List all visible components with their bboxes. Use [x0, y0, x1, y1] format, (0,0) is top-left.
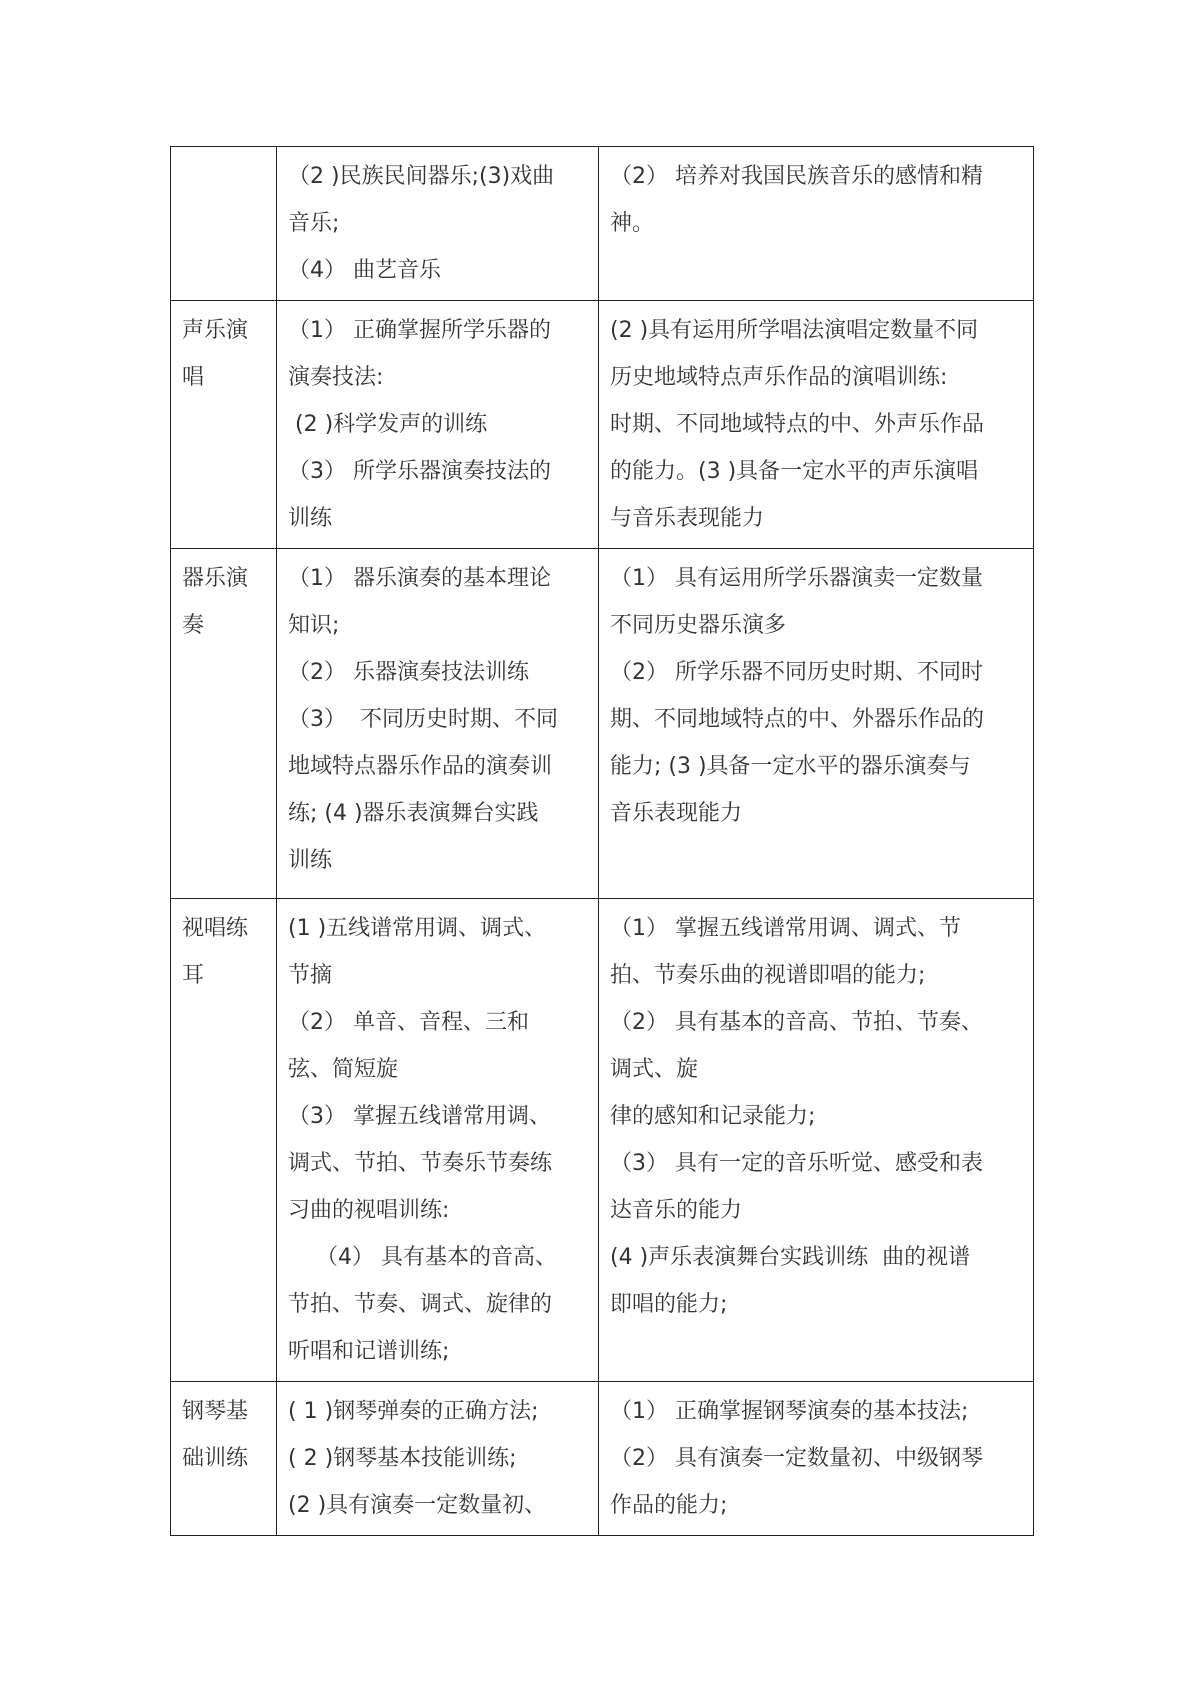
course-name-cell — [171, 1382, 277, 1536]
cell-text-line: 础训练 — [182, 1446, 249, 1471]
cell-text-line: （3） 所学乐器演奏技法的 — [288, 459, 551, 484]
cell-text-line: (2 )具有运用所学唱法演唱定数量不同 — [610, 318, 979, 343]
cell-text-line: 与音乐表现能力 — [610, 506, 765, 531]
cell-text-line: 音乐表现能力 — [610, 801, 743, 826]
cell-text-line: （2） 单音、音程、三和 — [288, 1010, 529, 1035]
cell-text-line: （1） 器乐演奏的基本理论 — [288, 566, 551, 591]
cell-text-line: 调式、旋 — [610, 1057, 699, 1082]
cell-text-line: 律的感知和记录能力; — [610, 1104, 816, 1129]
course-name-cell — [171, 549, 277, 899]
table-row — [171, 1382, 1034, 1536]
course-goal-cell — [599, 549, 1034, 899]
course-content-cell — [277, 899, 599, 1382]
cell-text-line: 节拍、节奏、调式、旋律的 — [288, 1292, 553, 1317]
course-table-body — [171, 147, 1034, 1536]
cell-text-line: (2 )具有演奏一定数量初、 — [288, 1493, 547, 1518]
course-content-cell — [277, 549, 599, 899]
cell-text-line: 练; (4 )器乐表演舞台实践 — [288, 801, 539, 826]
cell-text-line: 期、不同地域特点的中、外器乐作品的 — [610, 707, 985, 732]
cell-text-line: （2） 培养对我国民族音乐的感情和精 — [610, 164, 983, 189]
course-content-cell — [277, 301, 599, 549]
table-row — [171, 147, 1034, 301]
cell-text-line: （1） 具有运用所学乐器演卖一定数量 — [610, 566, 983, 591]
cell-text-line: 奏 — [182, 613, 205, 638]
cell-text-line: 训练 — [288, 506, 333, 531]
cell-text-line: 即唱的能力; — [610, 1292, 728, 1317]
cell-text-line: 弦、简短旋 — [288, 1057, 399, 1082]
cell-text-line: 视唱练 — [182, 916, 249, 941]
cell-text-line: （2） 具有演奏一定数量初、中级钢琴 — [610, 1446, 983, 1471]
course-content-cell — [277, 1382, 599, 1536]
course-table — [170, 146, 1034, 1536]
cell-text-line: 的能力。(3 )具备一定水平的声乐演唱 — [610, 459, 979, 484]
cell-text-line: (1 )五线谱常用调、调式、 — [288, 916, 547, 941]
course-goal-cell — [599, 147, 1034, 301]
cell-text-line: (4 )声乐表演舞台实践训练 曲的视谱 — [610, 1245, 971, 1270]
cell-text-line: 训练 — [288, 848, 333, 873]
course-goal-cell — [599, 1382, 1034, 1536]
cell-text-line: （4） 具有基本的音高、 — [288, 1245, 557, 1270]
cell-text-line: 拍、节奏乐曲的视谱即唱的能力; — [610, 963, 926, 988]
cell-text-line: 神。 — [610, 211, 655, 236]
cell-text-line: 不同历史器乐演多 — [610, 613, 787, 638]
cell-text-line: 唱 — [182, 365, 205, 390]
cell-text-line: (2 )科学发声的训练 — [288, 412, 488, 437]
cell-text-line: 时期、不同地域特点的中、外声乐作品 — [610, 412, 985, 437]
cell-text-line: 历史地域特点声乐作品的演唱训练: — [610, 365, 948, 390]
cell-text-line: 演奏技法: — [288, 365, 384, 390]
course-goal-cell — [599, 899, 1034, 1382]
cell-text-line: 达音乐的能力 — [610, 1198, 743, 1223]
cell-text-line: 声乐演 — [182, 318, 249, 343]
course-name-cell — [171, 301, 277, 549]
cell-text-line: 地域特点器乐作品的演奏训 — [288, 754, 553, 779]
cell-text-line: 作品的能力; — [610, 1493, 728, 1518]
cell-text-line: 耳 — [182, 963, 205, 988]
cell-text-line: （3） 掌握五线谱常用调、 — [288, 1104, 551, 1129]
table-row — [171, 899, 1034, 1382]
cell-text-line: 听唱和记谱训练; — [288, 1339, 450, 1364]
cell-text-line: 节摘 — [288, 963, 333, 988]
course-goal-cell — [599, 301, 1034, 549]
cell-text-line: 知识; — [288, 613, 340, 638]
cell-text-line: （3） 不同历史时期、不同 — [288, 707, 558, 732]
course-name-cell — [171, 899, 277, 1382]
cell-text-line: （4） 曲艺音乐 — [288, 258, 441, 283]
cell-text-line: 习曲的视唱训练: — [288, 1198, 450, 1223]
cell-text-line: （1） 正确掌握所学乐器的 — [288, 318, 551, 343]
cell-text-line: 器乐演 — [182, 566, 249, 591]
cell-text-line: 钢琴基 — [182, 1399, 249, 1424]
cell-text-line: （1） 掌握五线谱常用调、调式、节 — [610, 916, 961, 941]
cell-text-line: 能力; (3 )具备一定水平的器乐演奏与 — [610, 754, 971, 779]
course-content-cell — [277, 147, 599, 301]
course-name-cell — [171, 147, 277, 301]
table-row — [171, 301, 1034, 549]
cell-text-line: （2 )民族民间器乐;(3)戏曲 — [288, 164, 555, 189]
cell-text-line: 调式、节拍、节奏乐节奏练 — [288, 1151, 553, 1176]
table-row — [171, 549, 1034, 899]
cell-text-line: （2） 乐器演奏技法训练 — [288, 660, 529, 685]
cell-text-line: （3） 具有一定的音乐听觉、感受和表 — [610, 1151, 983, 1176]
cell-text-line: （2） 具有基本的音高、节拍、节奏、 — [610, 1010, 983, 1035]
cell-text-line: （1） 正确掌握钢琴演奏的基本技法; — [610, 1399, 969, 1424]
cell-text-line: ( 2 )钢琴基本技能训练; — [288, 1446, 517, 1471]
cell-text-line: ( 1 )钢琴弹奏的正确方法; — [288, 1399, 539, 1424]
cell-text-line: （2） 所学乐器不同历史时期、不同时 — [610, 660, 983, 685]
cell-text-line: 音乐; — [288, 211, 340, 236]
